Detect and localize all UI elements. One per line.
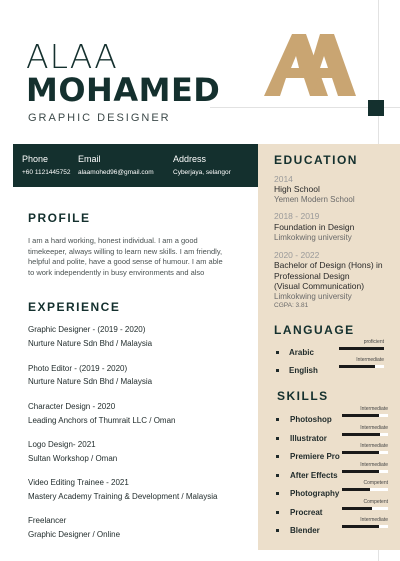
experience-org: Nurture Nature Sdn Bhd / Malaysia <box>28 339 153 348</box>
skill-level: Competent <box>363 480 388 486</box>
accent-square <box>368 100 384 116</box>
experience-org: Graphic Designer / Online <box>28 530 121 539</box>
skill-bar <box>342 525 388 528</box>
skill-bar-fill <box>342 433 380 436</box>
address-label: Address <box>173 154 207 164</box>
skill-bar <box>342 470 388 473</box>
skill-name: Procreat <box>290 507 323 517</box>
skill-name: After Effects <box>290 470 338 480</box>
experience-role: Video Editing Trainee - 2021 <box>28 478 129 487</box>
skill-level: Competent <box>363 498 388 505</box>
bullet-icon <box>276 529 279 532</box>
skill-bar <box>342 414 388 417</box>
profile-heading: PROFILE <box>28 211 91 225</box>
bullet-icon <box>276 511 279 514</box>
education-school: Yemen Modern School <box>274 195 355 204</box>
bullet-icon <box>276 369 279 372</box>
language-bar <box>339 365 384 368</box>
skill-name: Photoshop <box>290 415 332 424</box>
language-bar-fill <box>339 347 384 350</box>
education-gpa: CGPA: 3.81 <box>274 302 309 309</box>
profile-line: timekeeper, always willing to learn new skills. I am friendly, <box>28 246 223 256</box>
skill-level: Intermediate <box>360 461 388 468</box>
skill-bar-fill <box>342 507 372 510</box>
skill-bar <box>342 451 388 454</box>
skill-bar-fill <box>342 488 370 491</box>
education-degree: (Visual Communication) <box>274 281 365 291</box>
last-name: MOHAMED <box>26 71 221 109</box>
skill-bar <box>342 433 388 436</box>
skill-name: Blender <box>290 526 320 535</box>
double-a-monogram-icon <box>262 34 358 98</box>
education-school: Limkokwing university <box>274 233 352 242</box>
experience-role: Photo Editor - (2019 - 2020) <box>28 364 128 373</box>
experience-role: Character Design - 2020 <box>28 402 116 411</box>
skill-bar-fill <box>342 414 379 417</box>
education-degree: High School <box>274 184 320 194</box>
skill-name: Premiere Pro <box>290 452 340 461</box>
language-bar-fill <box>339 365 375 368</box>
phone-label: Phone <box>22 154 49 164</box>
education-degree: Foundation in Design <box>274 222 355 232</box>
experience-org: Mastery Academy Training & Development / Malaysia <box>28 492 218 501</box>
profile-line: to work independently in busy environments and also <box>28 267 205 277</box>
address-value: Cyberjaya, selangor <box>173 169 231 176</box>
skills-heading: SKILLS <box>277 389 329 403</box>
experience-org: Leading Anchors of Thumrait LLC / Oman <box>28 416 176 425</box>
education-year: 2014 <box>274 174 293 184</box>
bullet-icon <box>276 455 279 458</box>
language-heading: LANGUAGE <box>274 323 355 337</box>
language-name: English <box>289 366 318 375</box>
experience-org: Sultan Workshop / Oman <box>28 454 118 463</box>
language-level: Intermediate <box>356 357 384 363</box>
experience-role: Graphic Designer - (2019 - 2020) <box>28 325 146 334</box>
profile-text <box>28 236 253 278</box>
skill-level: Intermediate <box>360 517 388 523</box>
bullet-icon <box>276 492 279 495</box>
skill-level: Intermediate <box>360 406 388 412</box>
language-bar <box>339 347 384 350</box>
skill-name: Photography <box>290 489 340 498</box>
skill-level: Intermediate <box>360 424 388 431</box>
bullet-icon <box>276 474 279 477</box>
skill-name: Illustrator <box>290 433 327 443</box>
experience-role: Logo Design- 2021 <box>28 440 96 449</box>
bullet-icon <box>276 437 279 440</box>
education-year: 2020 - 2022 <box>274 250 320 260</box>
education-degree: Professional Design <box>274 270 350 281</box>
email-value: alaamohed96@gmail.com <box>78 169 154 176</box>
skill-bar-fill <box>342 451 379 454</box>
education-heading: EDUCATION <box>274 153 358 167</box>
education-school: Limkokwing university <box>274 292 352 301</box>
skill-bar-fill <box>342 470 379 473</box>
profile-line: helpful and polite, have a good sense of humour. I am able <box>28 257 223 266</box>
skill-bar <box>342 507 388 510</box>
education-year: 2018 - 2019 <box>274 211 320 221</box>
bullet-icon <box>276 418 279 421</box>
contact-bar <box>13 144 258 187</box>
bullet-icon <box>276 351 279 354</box>
first-name: ALAA <box>26 37 118 76</box>
job-title: GRAPHIC DESIGNER <box>28 112 171 124</box>
phone-value: +60 1121445752 <box>22 169 71 176</box>
skill-level: Intermediate <box>360 443 388 449</box>
email-label: Email <box>78 154 101 164</box>
experience-role: Freelancer <box>28 516 67 525</box>
experience-heading: EXPERIENCE <box>28 300 121 314</box>
profile-line: I am a hard working, honest individual. I am a good <box>28 236 198 245</box>
skill-bar <box>342 488 388 491</box>
language-name: Arabic <box>289 348 314 357</box>
education-degree: Bachelor of Design (Hons) in <box>274 260 383 270</box>
experience-org: Nurture Nature Sdn Bhd / Malaysia <box>28 377 153 386</box>
language-level: proficient <box>363 339 384 345</box>
skill-bar-fill <box>342 525 379 528</box>
